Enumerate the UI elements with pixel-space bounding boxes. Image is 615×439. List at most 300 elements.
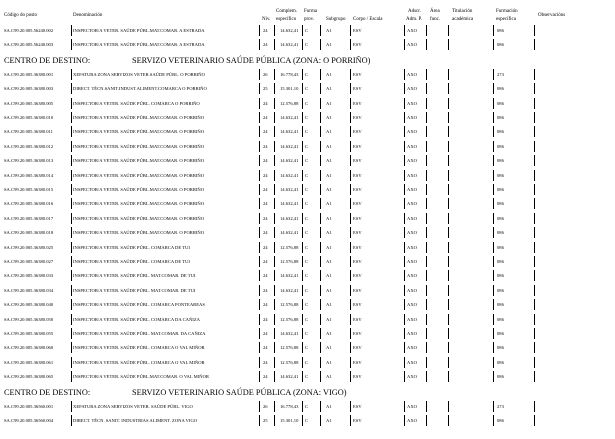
column-divider: [404, 69, 405, 80]
header-adscr-1: Adscr.: [408, 9, 421, 14]
cell-formacion: 086: [497, 86, 504, 92]
table-row: [0, 313, 615, 326]
cell-nivel: 26: [263, 403, 268, 409]
column-divider: [493, 285, 494, 296]
column-divider: [448, 112, 449, 123]
cell-formacion: 086: [497, 331, 504, 336]
column-divider: [404, 227, 405, 238]
column-divider: [534, 328, 535, 339]
column-divider: [493, 126, 494, 137]
column-divider: [302, 314, 303, 325]
cell-corpo: ESV: [353, 201, 362, 207]
column-divider: [426, 112, 427, 123]
column-divider: [534, 256, 535, 267]
cell-forma: C: [305, 28, 309, 33]
cell-adscr: AXO: [407, 403, 417, 409]
cell-subgroup: A1: [326, 230, 332, 236]
cell-denomination: INSPECTOR/A VETER. SAÚDE PÚBL.MAT.COMAR. O PORRIÑO: [73, 143, 205, 149]
cell-adscr: AXO: [407, 129, 417, 135]
column-divider: [320, 69, 321, 80]
cell-formacion: 273: [497, 403, 504, 409]
cell-nivel: 24: [263, 374, 268, 380]
column-divider: [302, 213, 303, 224]
cell-code: SA.C99.20.005.36380.027: [4, 259, 54, 264]
header-titulacion-2: académica: [452, 17, 474, 22]
cell-formacion: 086: [497, 259, 504, 264]
header-nivel: Niv.: [262, 17, 271, 22]
cell-subgroup: A1: [326, 71, 332, 77]
column-divider: [493, 415, 494, 426]
section-label: CENTRO DE DESTINO:: [4, 55, 91, 65]
cell-code: SA.C99.20.005.36560.004: [4, 418, 54, 423]
cell-formacion: 086: [497, 42, 504, 48]
column-divider: [448, 213, 449, 224]
header-observacions: Observacións: [538, 13, 566, 18]
header-formacion-1: Formación: [496, 9, 518, 14]
column-divider: [426, 256, 427, 267]
cell-nivel: 24: [263, 143, 268, 149]
column-divider: [350, 213, 351, 224]
column-divider: [534, 270, 535, 281]
column-divider: [71, 69, 72, 80]
column-divider: [71, 357, 72, 368]
cell-forma: C: [305, 374, 309, 380]
column-divider: [493, 242, 494, 253]
column-divider: [302, 170, 303, 181]
cell-forma: C: [305, 115, 309, 120]
cell-denomination: INSPECTOR/A VETER. SAÚDE PÚBL. MAT.COMAR. DE TUI: [73, 287, 196, 293]
column-divider: [493, 170, 494, 181]
column-divider: [274, 242, 275, 253]
column-divider: [404, 126, 405, 137]
header-complement-1: Complem.: [276, 9, 297, 14]
table-row: [0, 269, 615, 282]
table-row: [0, 414, 615, 427]
cell-adscr: AXO: [407, 287, 417, 293]
column-divider: [448, 155, 449, 166]
cell-forma: C: [305, 331, 309, 336]
table-row: [0, 68, 615, 81]
column-divider: [259, 112, 260, 123]
cell-subgroup: A1: [326, 115, 332, 120]
column-divider: [534, 299, 535, 310]
table-row: [0, 255, 615, 268]
cell-subgroup: A1: [326, 287, 332, 293]
cell-complement: 14.632,41: [280, 115, 299, 120]
column-divider: [71, 141, 72, 152]
cell-complement: 14.632,41: [280, 201, 299, 207]
cell-forma: C: [305, 345, 309, 351]
cell-subgroup: A1: [326, 158, 332, 164]
column-divider: [350, 270, 351, 281]
column-divider: [274, 401, 275, 412]
cell-denomination: INSPECTOR/A VETER. SAÚDE PÚBL. COMARCA DA CAÑIZA: [73, 316, 200, 322]
cell-subgroup: A1: [326, 316, 332, 322]
cell-corpo: ESV: [353, 359, 362, 365]
column-divider: [350, 198, 351, 209]
cell-forma: C: [305, 86, 309, 92]
column-divider: [426, 170, 427, 181]
column-divider: [350, 328, 351, 339]
cell-subgroup: A1: [326, 215, 332, 221]
column-divider: [534, 69, 535, 80]
cell-subgroup: A1: [326, 143, 332, 149]
column-divider: [259, 39, 260, 50]
column-divider: [350, 112, 351, 123]
table-row: [0, 82, 615, 95]
column-divider: [350, 371, 351, 382]
table-row: [0, 140, 615, 153]
column-divider: [320, 242, 321, 253]
cell-adscr: AXO: [407, 143, 417, 149]
cell-denomination: INSPECTOR/A VETER. SAÚDE PÚBL. MAT.COMAR. DA CAÑIZA: [73, 331, 206, 336]
column-divider: [259, 83, 260, 94]
header-code: Código do posto: [4, 13, 38, 18]
column-divider: [320, 227, 321, 238]
column-divider: [350, 285, 351, 296]
cell-adscr: AXO: [407, 100, 417, 106]
column-divider: [274, 285, 275, 296]
cell-complement: 14.632,41: [280, 158, 299, 164]
column-divider: [302, 184, 303, 195]
column-divider: [71, 401, 72, 412]
cell-corpo: ESV: [353, 115, 362, 120]
cell-formacion: 086: [497, 287, 504, 293]
cell-denomination: INSPECTOR/A VETER. SAÚDE PÚBL.MAT.COMAR. O PORRIÑO: [73, 172, 205, 178]
column-divider: [534, 342, 535, 353]
column-divider: [259, 401, 260, 412]
cell-formacion: 086: [497, 359, 504, 365]
column-divider: [404, 213, 405, 224]
column-divider: [448, 141, 449, 152]
column-divider: [302, 227, 303, 238]
cell-complement: 16.778,43: [280, 71, 299, 77]
column-divider: [448, 299, 449, 310]
column-divider: [534, 401, 535, 412]
cell-denomination: INSPECTOR/A VETER. SAÚDE PÚBL. MAT.COMAR. DE TUI: [73, 273, 196, 279]
cell-corpo: ESV: [353, 244, 362, 250]
column-divider: [404, 401, 405, 412]
column-divider: [320, 401, 321, 412]
cell-corpo: ESV: [353, 215, 362, 221]
cell-corpo: ESV: [353, 316, 362, 322]
table-row: [0, 370, 615, 383]
cell-nivel: 24: [263, 230, 268, 236]
column-divider: [320, 357, 321, 368]
column-divider: [274, 69, 275, 80]
cell-nivel: 24: [263, 331, 268, 336]
section-header: [4, 55, 371, 65]
section-label: CENTRO DE DESTINO:: [4, 387, 91, 397]
column-divider: [302, 83, 303, 94]
column-divider: [493, 270, 494, 281]
column-divider: [274, 371, 275, 382]
cell-formacion: 086: [497, 201, 504, 207]
header-complement-2: específico: [276, 17, 297, 22]
column-divider: [426, 25, 427, 36]
cell-code: SA.C99.20.005.36380.014: [4, 172, 54, 178]
column-divider: [404, 328, 405, 339]
column-divider: [274, 314, 275, 325]
column-divider: [448, 69, 449, 80]
cell-code: SA.C99.20.005.36380.061: [4, 359, 54, 365]
column-divider: [493, 256, 494, 267]
column-divider: [350, 342, 351, 353]
cell-nivel: 24: [263, 259, 268, 264]
cell-corpo: ESV: [353, 374, 362, 380]
cell-adscr: AXO: [407, 359, 417, 365]
cell-formacion: 086: [497, 418, 504, 423]
cell-forma: C: [305, 418, 309, 423]
column-divider: [259, 270, 260, 281]
cell-formacion: 086: [497, 187, 504, 192]
column-divider: [448, 314, 449, 325]
column-divider: [350, 256, 351, 267]
column-divider: [426, 371, 427, 382]
column-divider: [404, 98, 405, 109]
column-divider: [493, 213, 494, 224]
cell-denomination: INSPECTOR/A VETER. SAÚDE PÚBL.MAT.COMAR. O PORRIÑO: [73, 215, 205, 221]
column-divider: [350, 141, 351, 152]
cell-adscr: AXO: [407, 230, 417, 236]
column-divider: [320, 184, 321, 195]
cell-subgroup: A1: [326, 374, 332, 380]
cell-formacion: 273: [497, 71, 504, 77]
cell-subgroup: A1: [326, 100, 332, 106]
column-divider: [320, 314, 321, 325]
cell-complement: 14.632,41: [280, 273, 299, 279]
column-divider: [493, 155, 494, 166]
column-divider: [259, 357, 260, 368]
cell-subgroup: A1: [326, 244, 332, 250]
cell-subgroup: A1: [326, 28, 332, 33]
column-divider: [259, 170, 260, 181]
cell-code: SA.C99.20.005.36380.025: [4, 244, 54, 250]
column-divider: [426, 69, 427, 80]
column-divider: [534, 83, 535, 94]
column-divider: [259, 213, 260, 224]
column-divider: [320, 112, 321, 123]
cell-denomination: INSPECTOR/A VETER. SAÚDE PÚBL.MAT.COMAR. O PORRIÑO: [73, 230, 205, 236]
cell-complement: 12.576,88: [280, 302, 299, 308]
cell-corpo: ESV: [353, 86, 362, 92]
column-divider: [448, 126, 449, 137]
column-divider: [259, 285, 260, 296]
column-divider: [71, 415, 72, 426]
cell-nivel: 24: [263, 201, 268, 207]
table-row: [0, 226, 615, 239]
column-divider: [274, 270, 275, 281]
column-divider: [71, 184, 72, 195]
cell-denomination: INSPECTOR/A VETER. SAÚDE PÚBL. COMARCA DE TUI: [73, 244, 190, 250]
cell-complement: 14.632,41: [280, 28, 299, 33]
column-divider: [534, 170, 535, 181]
column-divider: [302, 256, 303, 267]
column-divider: [534, 314, 535, 325]
column-divider: [302, 270, 303, 281]
column-divider: [259, 141, 260, 152]
column-divider: [274, 357, 275, 368]
column-divider: [350, 155, 351, 166]
cell-corpo: ESV: [353, 230, 362, 236]
column-divider: [404, 242, 405, 253]
column-divider: [302, 242, 303, 253]
column-divider: [274, 328, 275, 339]
cell-forma: C: [305, 215, 309, 221]
column-divider: [493, 227, 494, 238]
column-divider: [404, 155, 405, 166]
cell-denomination: INSPECTOR/A VETER. SAÚDE PÚBL.MAT.COMAR. A ESTRADA: [73, 42, 205, 48]
table-row: [0, 24, 615, 37]
table-row: [0, 327, 615, 340]
cell-nivel: 24: [263, 359, 268, 365]
cell-forma: C: [305, 143, 309, 149]
column-divider: [404, 299, 405, 310]
column-divider: [274, 227, 275, 238]
cell-code: SA.C99.20.005.36380.012: [4, 143, 54, 149]
cell-corpo: ESV: [353, 42, 362, 48]
column-divider: [426, 227, 427, 238]
cell-code: SA.C99.20.005.36380.016: [4, 201, 54, 207]
cell-corpo: ESV: [353, 345, 362, 351]
cell-adscr: AXO: [407, 71, 417, 77]
column-divider: [448, 25, 449, 36]
cell-adscr: AXO: [407, 115, 417, 120]
column-divider: [274, 155, 275, 166]
column-divider: [448, 98, 449, 109]
column-divider: [259, 371, 260, 382]
cell-code: SA.C99.20.005.36380.003: [4, 86, 54, 92]
column-divider: [259, 25, 260, 36]
column-divider: [448, 285, 449, 296]
column-divider: [448, 227, 449, 238]
header-area-1: Área: [430, 9, 440, 14]
column-divider: [493, 184, 494, 195]
cell-formacion: 086: [497, 374, 504, 380]
column-divider: [302, 39, 303, 50]
cell-formacion: 086: [497, 316, 504, 322]
cell-nivel: 24: [263, 215, 268, 221]
column-divider: [534, 213, 535, 224]
cell-denomination: INSPECTOR/A VETER. SAÚDE PÚBL.MAT.COMAR. O PORRIÑO: [73, 158, 205, 164]
column-divider: [302, 98, 303, 109]
column-divider: [493, 198, 494, 209]
column-divider: [448, 256, 449, 267]
cell-forma: C: [305, 187, 309, 192]
column-divider: [404, 270, 405, 281]
cell-subgroup: A1: [326, 201, 332, 207]
cell-forma: C: [305, 100, 309, 106]
cell-nivel: 24: [263, 100, 268, 106]
column-divider: [320, 170, 321, 181]
cell-nivel: 24: [263, 129, 268, 135]
cell-nivel: 24: [263, 273, 268, 279]
cell-complement: 14.632,41: [280, 331, 299, 336]
column-divider: [426, 299, 427, 310]
cell-corpo: ESV: [353, 403, 362, 409]
cell-forma: C: [305, 273, 309, 279]
cell-formacion: 086: [497, 115, 504, 120]
header-titulacion-1: Titulación: [452, 9, 473, 14]
cell-complement: 14.632,41: [280, 172, 299, 178]
column-divider: [71, 213, 72, 224]
cell-nivel: 24: [263, 345, 268, 351]
column-divider: [448, 170, 449, 181]
cell-subgroup: A1: [326, 403, 332, 409]
column-divider: [493, 342, 494, 353]
table-row: [0, 183, 615, 196]
column-divider: [350, 401, 351, 412]
column-divider: [259, 314, 260, 325]
table-row: [0, 38, 615, 51]
cell-adscr: AXO: [407, 374, 417, 380]
cell-adscr: AXO: [407, 418, 417, 423]
column-divider: [534, 112, 535, 123]
column-divider: [426, 83, 427, 94]
column-divider: [71, 170, 72, 181]
column-divider: [71, 270, 72, 281]
column-divider: [71, 342, 72, 353]
column-divider: [426, 198, 427, 209]
cell-complement: 16.778,43: [280, 403, 299, 409]
table-row: [0, 197, 615, 210]
column-divider: [71, 198, 72, 209]
column-divider: [259, 299, 260, 310]
table-row: [0, 284, 615, 297]
header-corpo: Corpo / Escala: [353, 17, 383, 22]
column-divider: [350, 25, 351, 36]
column-divider: [534, 227, 535, 238]
column-divider: [302, 198, 303, 209]
column-divider: [404, 141, 405, 152]
column-divider: [274, 141, 275, 152]
cell-corpo: ESV: [353, 129, 362, 135]
cell-subgroup: A1: [326, 42, 332, 48]
table-row: [0, 154, 615, 167]
column-divider: [320, 83, 321, 94]
column-divider: [448, 371, 449, 382]
column-divider: [71, 39, 72, 50]
cell-denomination: INSPECTOR/A VETER. SAÚDE PÚBL. COMARCA O VAL MIÑOR: [73, 359, 205, 365]
cell-denomination: INSPECTOR/A VETER. SAÚDE PÚBL. COMARCA O VAL MIÑOR: [73, 345, 205, 351]
cell-code: SA.C99.20.005.36380.005: [4, 100, 54, 106]
column-divider: [404, 25, 405, 36]
cell-adscr: AXO: [407, 273, 417, 279]
cell-nivel: 25: [263, 418, 268, 423]
cell-forma: C: [305, 287, 309, 293]
column-divider: [259, 328, 260, 339]
column-divider: [493, 39, 494, 50]
cell-adscr: AXO: [407, 172, 417, 178]
column-divider: [448, 184, 449, 195]
cell-adscr: AXO: [407, 316, 417, 322]
column-divider: [426, 141, 427, 152]
column-divider: [259, 227, 260, 238]
cell-adscr: AXO: [407, 215, 417, 221]
cell-corpo: ESV: [353, 287, 362, 293]
cell-complement: 14.632,41: [280, 215, 299, 221]
cell-code: SA.C99.20.005.36380.050: [4, 316, 54, 322]
cell-forma: C: [305, 316, 309, 322]
cell-nivel: 26: [263, 71, 268, 77]
cell-code: SA.C99.20.005.36380.010: [4, 115, 54, 120]
column-divider: [493, 83, 494, 94]
header-forma-1: Forma: [304, 9, 318, 14]
column-divider: [426, 270, 427, 281]
column-divider: [534, 126, 535, 137]
column-divider: [493, 112, 494, 123]
cell-complement: 14.632,41: [280, 143, 299, 149]
